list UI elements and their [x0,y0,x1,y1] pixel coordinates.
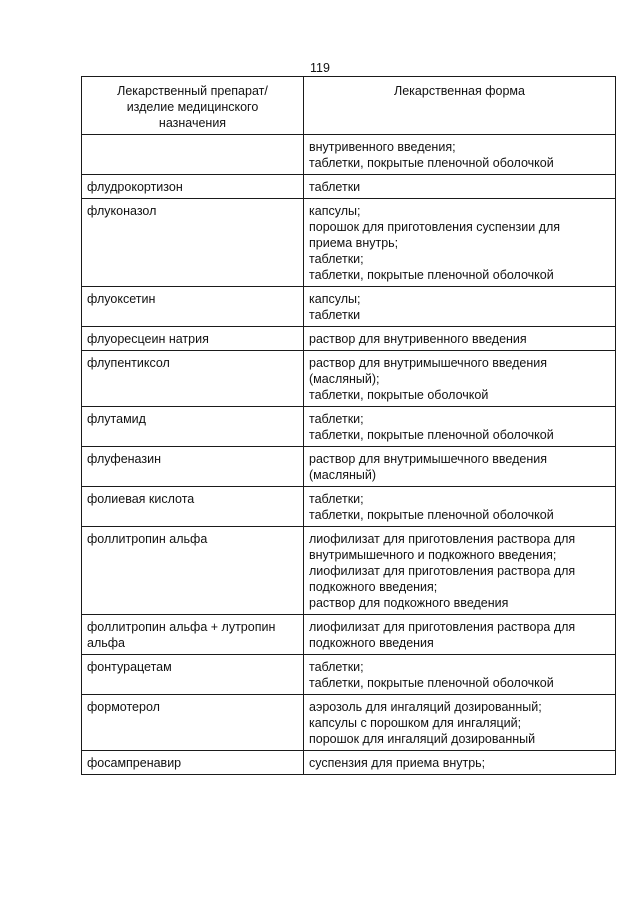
drug-table [81,76,616,775]
dosage-form-line: внутривенного введения; [309,140,456,154]
drug-name-cell [82,751,304,775]
dosage-form-line: таблетки; [309,660,364,674]
table-row [82,751,616,775]
table-row [82,287,616,327]
drug-name-line: альфа [87,636,125,650]
drug-name-cell [82,199,304,287]
header-line: назначения [158,116,227,130]
dosage-form-line: раствор для внутривенного введения [309,332,527,346]
dosage-form-line: лиофилизат для приготовления раствора для [309,564,576,578]
drug-name-cell [82,487,304,527]
dosage-form-cell [304,407,616,447]
drug-name-line: фосампренавир [87,756,182,770]
dosage-form-line: таблетки, покрытые пленочной оболочкой [309,156,554,170]
dosage-form-line: подкожного введения; [309,580,438,594]
dosage-form-line: (масляный); [309,372,380,386]
dosage-form-cell [304,447,616,487]
dosage-form-line: таблетки [309,308,361,322]
drug-name-cell [82,695,304,751]
dosage-form-line: лиофилизат для приготовления раствора для [309,620,576,634]
dosage-form-cell [304,527,616,615]
table-row [82,199,616,287]
drug-name-line: флуоресцеин натрия [87,332,209,346]
dosage-form-line: (масляный) [309,468,377,482]
dosage-form-line: таблетки, покрытые пленочной оболочкой [309,676,554,690]
dosage-form-cell [304,327,616,351]
table-row [82,655,616,695]
drug-name-line: флупентиксол [87,356,170,370]
table-row [82,351,616,407]
table-row [82,327,616,351]
dosage-form-line: таблетки [309,180,361,194]
dosage-form-line: лиофилизат для приготовления раствора для [309,532,576,546]
drug-name-line: формотерол [87,700,160,714]
dosage-form-cell [304,287,616,327]
dosage-form-cell [304,487,616,527]
page-number: 119 [310,61,330,75]
table-header-row [82,77,616,135]
drug-name-line: фоллитропин альфа + лутропин [87,620,276,634]
drug-name-cell [82,615,304,655]
drug-name-line: флуконазол [87,204,157,218]
dosage-form-line: капсулы; [309,292,361,306]
drug-name-line: флудрокортизон [87,180,183,194]
dosage-form-cell [304,615,616,655]
drug-name-line: флуфеназин [87,452,161,466]
drug-name-line: фоллитропин альфа [87,532,208,546]
dosage-form-line: приема внутрь; [309,236,399,250]
dosage-form-line: таблетки, покрытые пленочной оболочкой [309,508,554,522]
drug-name-cell [82,447,304,487]
drug-name-cell [82,135,304,175]
drug-name-line: фолиевая кислота [87,492,195,506]
header-drug-name [82,77,304,135]
dosage-form-line: порошок для приготовления суспензии для [309,220,561,234]
table-row [82,447,616,487]
dosage-form-line: раствор для внутримышечного введения [309,452,547,466]
dosage-form-cell [304,655,616,695]
drug-name-cell [82,407,304,447]
table-row [82,695,616,751]
table-row [82,527,616,615]
header-line: изделие медицинского [126,100,259,114]
header-line: Лекарственная форма [394,84,525,98]
drug-name-cell [82,527,304,615]
drug-name-line: флуоксетин [87,292,156,306]
dosage-form-line: таблетки, покрытые оболочкой [309,388,489,402]
dosage-form-line: подкожного введения [309,636,434,650]
dosage-form-line: раствор для внутримышечного введения [309,356,547,370]
table-body [82,135,616,775]
dosage-form-line: капсулы с порошком для ингаляций; [309,716,522,730]
drug-name-cell [82,351,304,407]
dosage-form-cell [304,695,616,751]
drug-name-line: фонтурацетам [87,660,172,674]
table-row [82,615,616,655]
dosage-form-line: внутримышечного и подкожного введения; [309,548,557,562]
dosage-form-cell [304,751,616,775]
dosage-form-line: раствор для подкожного введения [309,596,509,610]
header-dosage-form [304,77,616,135]
drug-name-cell [82,287,304,327]
dosage-form-cell [304,135,616,175]
dosage-form-line: порошок для ингаляций дозированный [309,732,536,746]
dosage-form-line: таблетки; [309,492,364,506]
header-line: Лекарственный препарат/ [117,84,268,98]
drug-name-cell [82,655,304,695]
dosage-form-line: таблетки, покрытые пленочной оболочкой [309,428,554,442]
table-row [82,407,616,447]
dosage-form-cell [304,351,616,407]
dosage-form-line: аэрозоль для ингаляций дозированный; [309,700,542,714]
dosage-form-line: таблетки, покрытые пленочной оболочкой [309,268,554,282]
dosage-form-line: таблетки; [309,412,364,426]
table-row [82,175,616,199]
table-row [82,135,616,175]
table-row [82,487,616,527]
drug-name-cell [82,327,304,351]
drug-name-line: флутамид [87,412,146,426]
dosage-form-cell [304,199,616,287]
dosage-form-line: капсулы; [309,204,361,218]
dosage-form-cell [304,175,616,199]
dosage-form-line: суспензия для приема внутрь; [309,756,486,770]
drug-name-cell [82,175,304,199]
dosage-form-line: таблетки; [309,252,364,266]
